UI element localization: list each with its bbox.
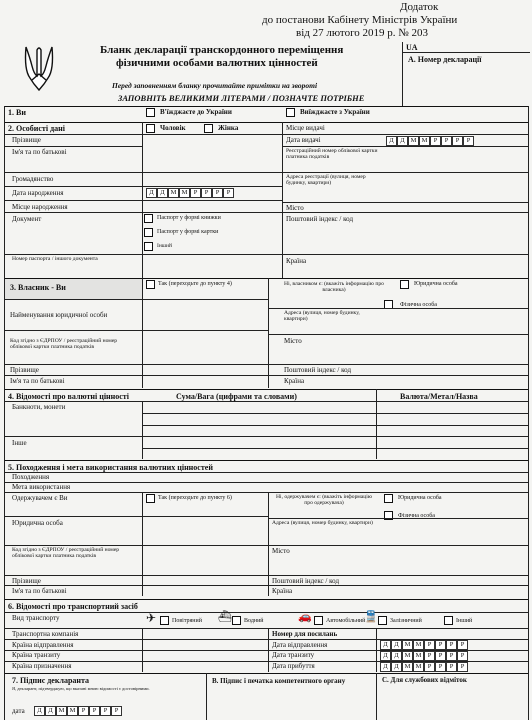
form-title-line1: Бланк декларації транскордонного переміщення — [100, 44, 344, 56]
document-label: Документ — [12, 215, 42, 223]
transit-date-label: Дата транзиту — [272, 651, 315, 659]
date-cell[interactable]: Р — [201, 188, 212, 198]
date-cell[interactable]: Р — [435, 640, 446, 650]
recipient-postcode-label: Поштовий індекс / код — [272, 577, 340, 585]
date-cell[interactable]: Р — [435, 651, 446, 661]
date-cell[interactable]: Р — [78, 706, 89, 716]
other-doc-label: Інший — [157, 243, 172, 249]
date-cell[interactable]: Д — [380, 640, 391, 650]
recipient-no-label: Ні, одержувачем є: (вкажіть інформацію про одержувача) — [275, 494, 373, 507]
date-cell[interactable]: Д — [380, 651, 391, 661]
male-label: Чоловік — [160, 124, 186, 132]
exit-checkbox[interactable] — [286, 108, 295, 117]
form-title-line2: фізичними особами валютних цінностей — [116, 57, 318, 69]
currency-header: Валюта/Метал/Назва — [400, 392, 478, 401]
date-cell[interactable]: М — [419, 136, 430, 146]
recipient-natural-label: Фізична особа — [398, 513, 435, 519]
authority-signature-title: В. Підпис і печатка компетентного органу — [212, 677, 346, 685]
date-cell[interactable]: Д — [391, 651, 402, 661]
date-cell[interactable]: Р — [435, 662, 446, 672]
owner-code-label: Код згідно з ЄДРПОУ / реєстраційний номер облікової картки платника податків — [10, 338, 118, 351]
decree-date: від 27 лютого 2019 р. № 203 — [296, 27, 429, 39]
date-cell[interactable]: Р — [457, 640, 468, 650]
date-cell[interactable]: Р — [446, 640, 457, 650]
recipient-legal-checkbox[interactable] — [384, 494, 393, 503]
official-marks-title: С. Для службових відміток — [382, 676, 467, 684]
birth-place-label: Місце народження — [12, 203, 68, 211]
rail-label: Залізничний — [390, 618, 422, 624]
female-checkbox[interactable] — [204, 124, 213, 133]
appendix-label: Додаток — [400, 1, 439, 13]
date-cell[interactable]: М — [413, 662, 424, 672]
date-cell[interactable]: М — [413, 640, 424, 650]
section7-title: 7. Підпис декларанта — [12, 676, 90, 685]
recipient-surname-label: Прізвище — [12, 577, 41, 585]
recipient-code-label: Код згідно з ЄДРПОУ / реєстраційний номер облікової картки платника податків — [12, 547, 120, 560]
birth-date-label: Дата народження — [12, 189, 64, 197]
date-cell[interactable]: Р — [424, 662, 435, 672]
date-cell[interactable]: Р — [212, 188, 223, 198]
passport-book-label: Паспорт у формі книжки — [157, 215, 221, 221]
tax-number-label: Реєстраційний номер облікової картки платника податків — [286, 148, 378, 161]
name-label: Ім'я та по батькові — [12, 148, 67, 156]
date-cell[interactable]: М — [413, 651, 424, 661]
water-checkbox[interactable] — [232, 616, 241, 625]
date-cell[interactable]: Р — [190, 188, 201, 198]
owner-legal-label: Юридична особа — [414, 281, 458, 287]
city-label: Місто — [286, 204, 304, 212]
entity-name-label: Найменування юридичної особи — [10, 311, 108, 319]
sum-weight-header: Сума/Вага (цифрами та словами) — [176, 392, 297, 401]
date-cell[interactable]: Р — [424, 640, 435, 650]
date-cell[interactable]: Д — [34, 706, 45, 716]
date-cell[interactable]: Д — [380, 662, 391, 672]
date-cell[interactable]: Д — [45, 706, 56, 716]
booking-number-label: Номер для посилань — [272, 630, 338, 638]
owner-no-label: Ні, власником є: (вкажіть інформацію про власника) — [284, 281, 384, 294]
owner-city-label: Місто — [284, 337, 302, 345]
water-label: Водний — [244, 618, 264, 624]
date-cell[interactable]: Р — [463, 136, 474, 146]
date-cell[interactable]: М — [402, 662, 413, 672]
date-cell[interactable]: Р — [452, 136, 463, 146]
date-cell[interactable]: Д — [157, 188, 168, 198]
date-cell[interactable]: Д — [397, 136, 408, 146]
date-cell[interactable]: Д — [146, 188, 157, 198]
section1-title: 1. Ви — [8, 108, 26, 117]
declarant-note: Я, декларант, підтверджую, що вказані мною відомості є достовірними. — [12, 686, 150, 691]
date-cell[interactable]: Р — [457, 651, 468, 661]
recipient-yes-checkbox[interactable] — [146, 494, 155, 503]
female-label: Жінка — [218, 124, 239, 132]
transport-company-label: Транспортна компанія — [12, 630, 79, 638]
air-label: Повітряний — [172, 618, 202, 624]
origin-label: Походження — [12, 473, 50, 481]
airplane-icon: ✈ — [146, 611, 157, 625]
trident-emblem-icon — [22, 44, 56, 97]
date-cell[interactable]: Р — [446, 662, 457, 672]
date-cell[interactable]: М — [168, 188, 179, 198]
reg-address-label: Адреса реєстрації (вулиця, номер будинку, квартири) — [286, 174, 366, 187]
date-cell[interactable]: Р — [424, 651, 435, 661]
country-label: Країна — [286, 257, 307, 265]
fill-note: ЗАПОВНІТЬ ВЕЛИКИМИ ЛІТЕРАМИ / ПОЗНАЧТЕ ПОТРІБНЕ — [118, 93, 365, 103]
date-cell[interactable]: Р — [111, 706, 122, 716]
recipient-label: Одержувачем є Ви — [12, 494, 68, 502]
recipient-yes-label: Так (переходьте до пункту 6) — [158, 495, 232, 501]
road-checkbox[interactable] — [314, 616, 323, 625]
destination-country-label: Країна призначення — [12, 662, 72, 670]
banknotes-label: Банкноти, монети — [12, 403, 66, 411]
passport-book-checkbox[interactable] — [144, 214, 153, 223]
signature-date-label: дата — [12, 707, 25, 715]
owner-legal-checkbox[interactable] — [400, 280, 409, 289]
owner-surname-label: Прізвище — [10, 366, 39, 374]
date-cell[interactable]: Р — [100, 706, 111, 716]
transport-type-label: Вид транспорту — [12, 614, 60, 622]
owner-address-label: Адреса (вулиця, номер будинку, квартири) — [284, 310, 360, 323]
date-cell[interactable]: М — [179, 188, 190, 198]
arrival-date-label: Дата прибуття — [272, 662, 315, 670]
date-cell[interactable]: М — [56, 706, 67, 716]
departure-date-label: Дата відправлення — [272, 641, 328, 649]
citizenship-label: Громадянство — [12, 175, 54, 183]
date-cell[interactable]: Р — [457, 662, 468, 672]
owner-natural-label: Фізична особа — [400, 302, 437, 308]
passport-card-label: Паспорт у формі картки — [157, 229, 219, 235]
rail-checkbox[interactable] — [378, 616, 387, 625]
recipient-legal-entity-label: Юридична особа — [12, 519, 63, 527]
male-checkbox[interactable] — [146, 124, 155, 133]
date-cell[interactable]: Р — [223, 188, 234, 198]
section6-title: 6. Відомості про транспортний засіб — [8, 602, 138, 611]
entry-checkbox[interactable] — [146, 108, 155, 117]
recipient-country-label: Країна — [272, 587, 293, 595]
recipient-legal-label: Юридична особа — [398, 495, 442, 501]
date-cell[interactable]: Д — [391, 662, 402, 672]
section3-title: 3. Власник - Ви — [10, 283, 66, 292]
road-label: Автомобільний — [326, 618, 366, 624]
section5-title: 5. Походження і мета використання валютних цінностей — [8, 463, 213, 472]
owner-country-label: Країна — [284, 377, 305, 385]
date-cell[interactable]: Р — [430, 136, 441, 146]
issue-date-label: Дата видачі — [286, 136, 321, 144]
departure-country-label: Країна відправлення — [12, 641, 74, 649]
transit-country-label: Країна транзиту — [12, 651, 61, 659]
other-doc-checkbox[interactable] — [144, 242, 153, 251]
postcode-label: Поштовий індекс / код — [286, 215, 354, 223]
surname-label: Прізвище — [12, 136, 41, 144]
date-cell[interactable]: Д — [391, 640, 402, 650]
issue-place-label: Місце видачі — [286, 124, 325, 132]
date-cell[interactable]: М — [67, 706, 78, 716]
other-transport-label: Інший — [456, 618, 473, 624]
train-icon: 🚆 — [364, 611, 378, 623]
decree-label: до постанови Кабінету Міністрів України — [262, 14, 458, 26]
section2-title: 2. Особисті дані — [8, 124, 65, 133]
date-cell[interactable]: М — [408, 136, 419, 146]
instruction-text: Перед заповненням бланку прочитайте примітки на звороті — [112, 81, 318, 90]
country-code: UA — [406, 43, 418, 52]
recipient-address-label: Адреса (вулиця, номер будинку, квартири) — [272, 520, 373, 526]
owner-yes-checkbox[interactable] — [146, 280, 155, 289]
date-cell[interactable]: Р — [441, 136, 452, 146]
recipient-name-label: Ім'я та по батькові — [12, 587, 67, 595]
car-icon: 🚗 — [298, 611, 312, 623]
section4-title: 4. Відомості про валютні цінності — [8, 392, 129, 401]
date-cell[interactable]: М — [402, 651, 413, 661]
ship-icon: ⛴ — [218, 611, 232, 623]
date-cell[interactable]: Д — [386, 136, 397, 146]
other-transport-checkbox[interactable] — [444, 616, 453, 625]
owner-yes-label: Так (переходьте до пункту 4) — [158, 281, 232, 287]
declaration-number-label: А. Номер декларації — [408, 55, 482, 64]
date-cell[interactable]: Р — [446, 651, 457, 661]
recipient-city-label: Місто — [272, 547, 290, 555]
owner-name-label: Ім'я та по батькові — [10, 377, 65, 385]
passport-card-checkbox[interactable] — [144, 228, 153, 237]
other-values-label: Інше — [12, 439, 27, 447]
date-cell[interactable]: Р — [89, 706, 100, 716]
exit-label: Виїжджаєте з України — [300, 108, 370, 116]
entry-label: В'їжджаєте до України — [160, 108, 232, 116]
doc-number-label: Номер паспорта / іншого документа — [12, 256, 98, 262]
purpose-label: Мета використання — [12, 483, 71, 491]
owner-postcode-label: Поштовий індекс / код — [284, 366, 352, 374]
air-checkbox[interactable] — [160, 616, 169, 625]
date-cell[interactable]: М — [402, 640, 413, 650]
